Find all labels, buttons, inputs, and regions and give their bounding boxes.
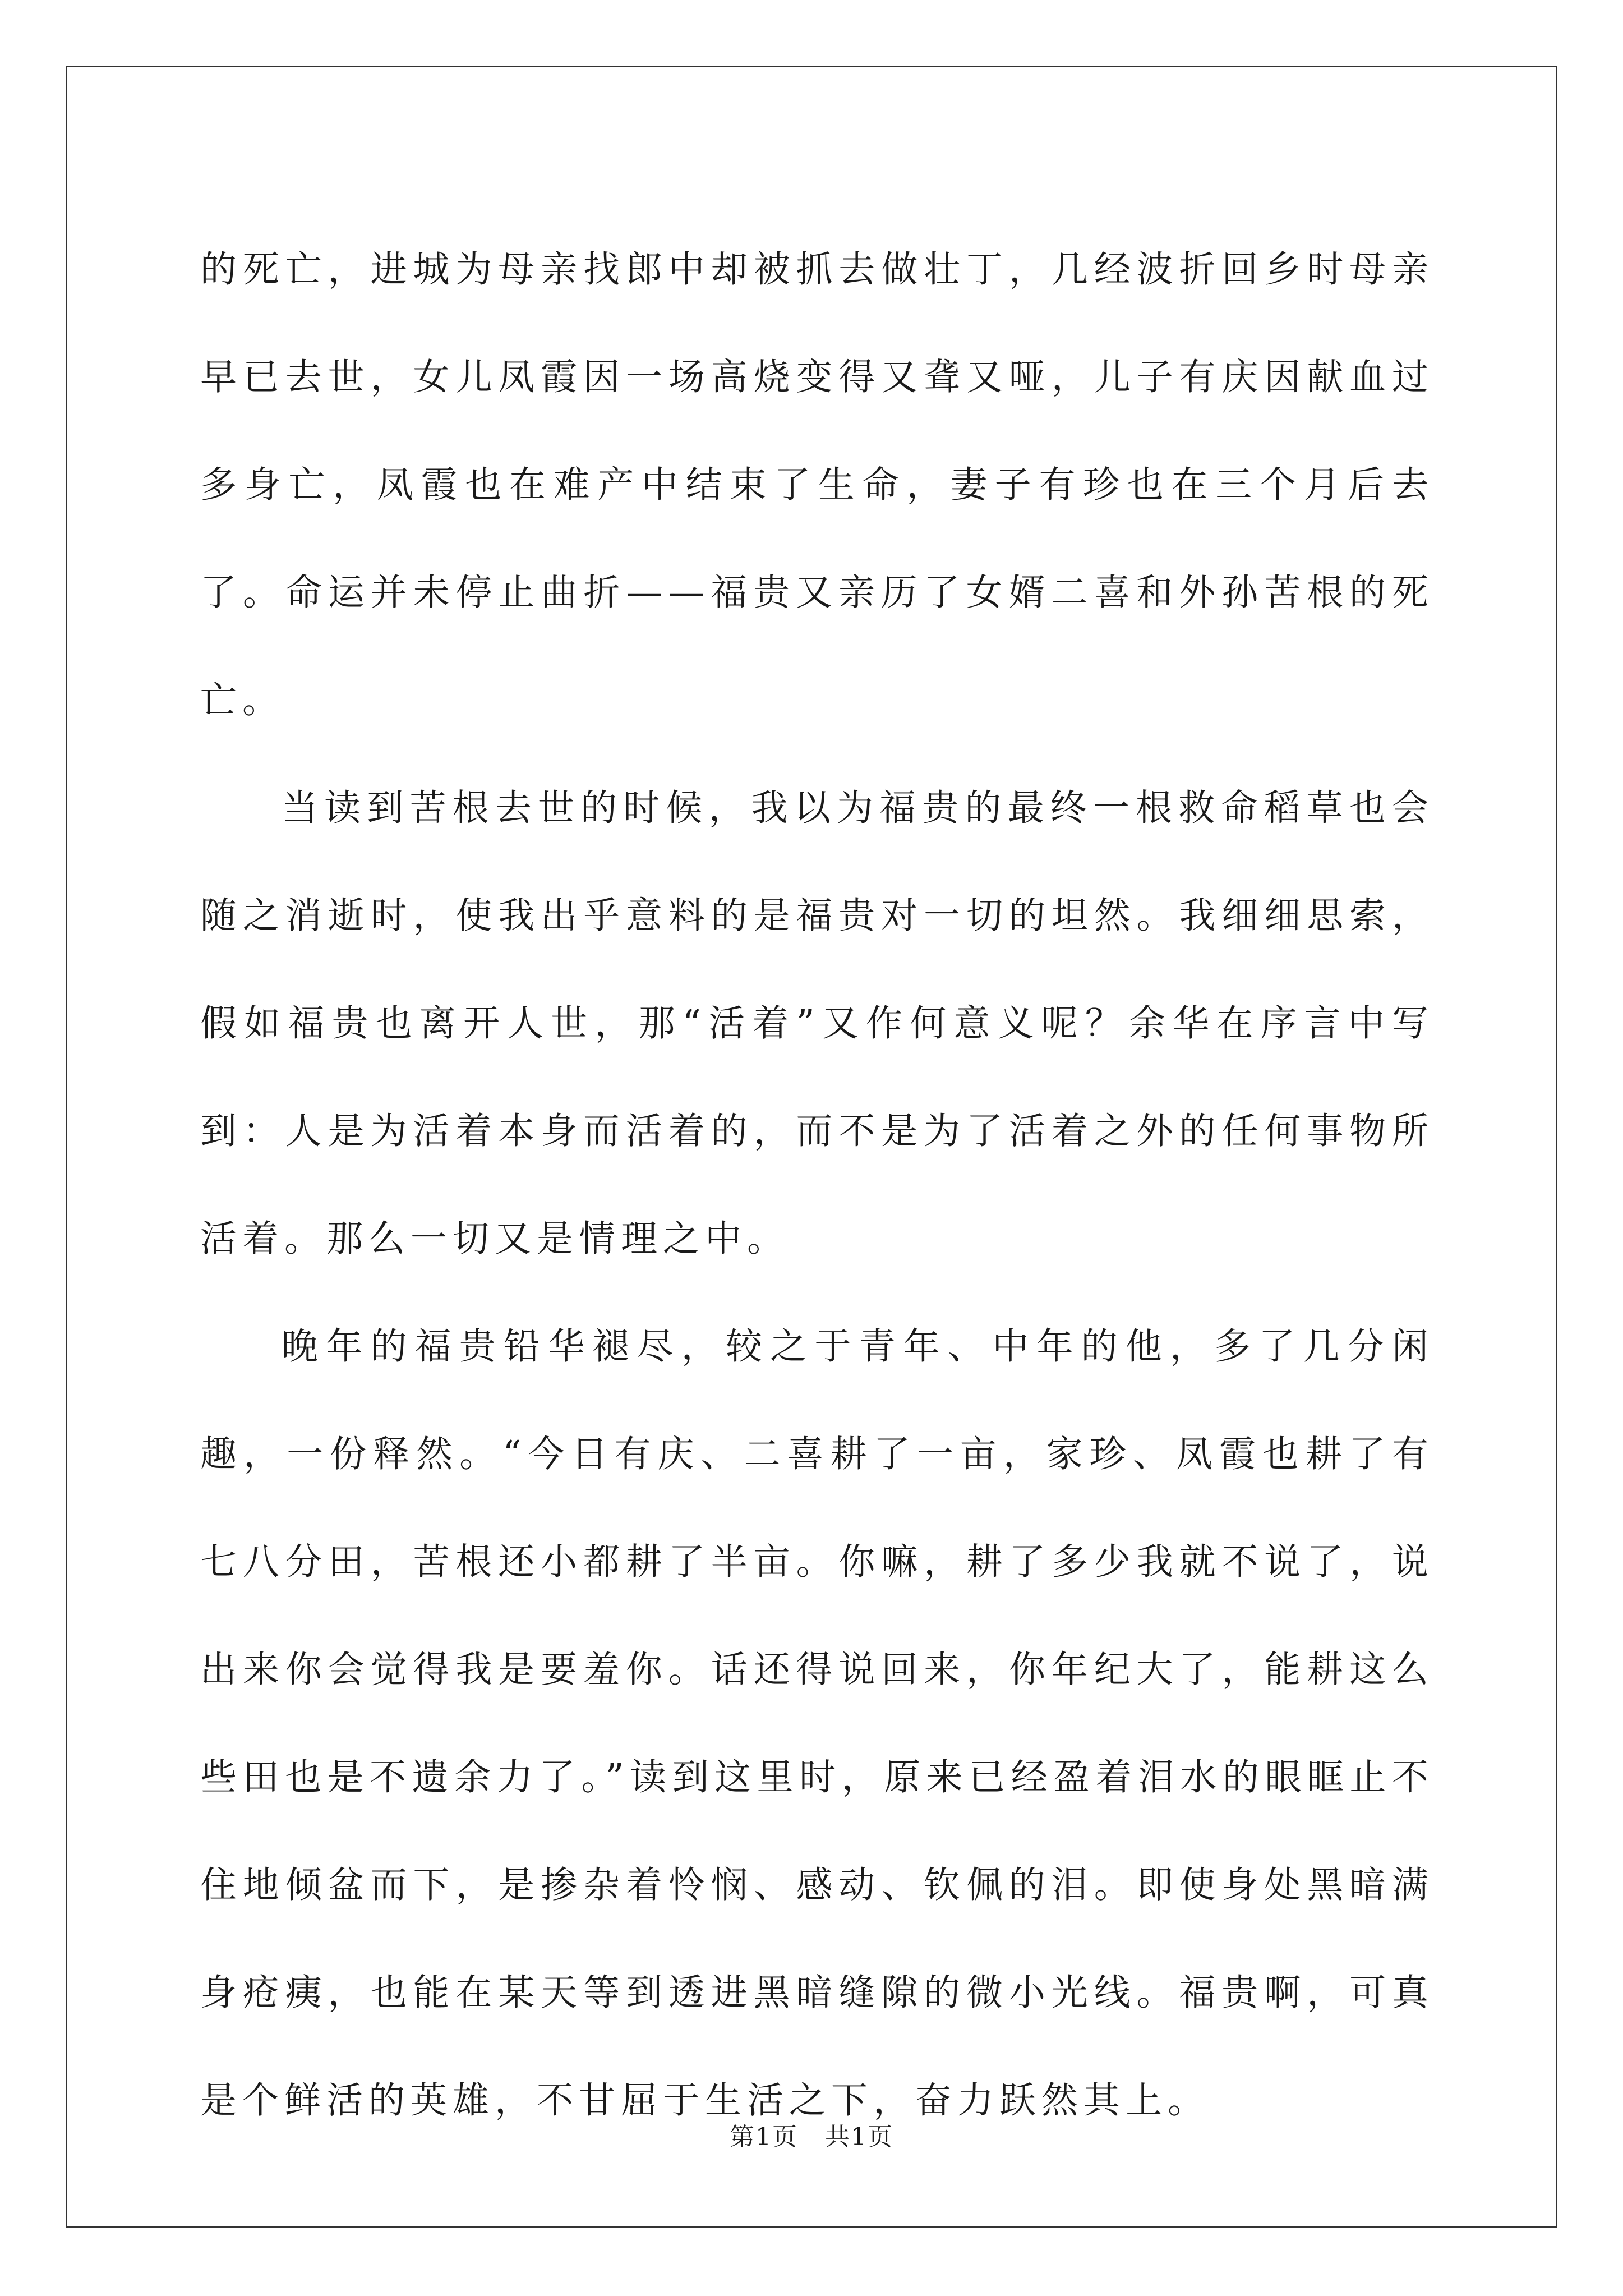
paragraph-2: 当读到苦根去世的时候，我以为福贵的最终一根救命稻草也会随之消逝时，使我出乎意料的是福贵对一切的坦然。我细细思索，假如福贵也离开人世，那“活着”又作何意义呢？余华在序言中写到：人是为活着本身而活着的，而不是为了活着之外的任何事物所活着。那么一切又是情理之中。	[200, 787, 1434, 1260]
page-number: 第1页	[730, 2123, 799, 2151]
document-body	[200, 216, 1434, 2155]
page-total: 共1页	[824, 2123, 893, 2151]
page-footer	[0, 2120, 1623, 2154]
paragraph-1: 的死亡，进城为母亲找郎中却被抓去做壮丁，几经波折回乡时母亲早已去世，女儿凤霞因一场高烧变得又聋又哑，儿子有庆因献血过多身亡，凤霞也在难产中结束了生命，妻子有珍也在三个月后去了。命运并未停止曲折——福贵又亲历了女婿二喜和外孙苦根的死亡。	[200, 249, 1434, 721]
paragraph-3: 晚年的福贵铅华褪尽，较之于青年、中年的他，多了几分闲趣，一份释然。“今日有庆、二喜耕了一亩，家珍、凤霞也耕了有七八分田，苦根还小都耕了半亩。你嘛，耕了多少我就不说了，说出来你会觉得我是要羞你。话还得说回来，你年纪大了，能耕这么些田也是不遗余力了。”读到这里时，原来已经盈着泪水的眼眶止不住地倾盆而下，是掺杂着怜悯、感动、钦佩的泪。即使身处黑暗满身疮痍，也能在某天等到透进黑暗缝隙的微小光线。福贵啊，可真是个鲜活的英雄，不甘屈于生活之下，奋力跃然其上。	[200, 1326, 1434, 2122]
